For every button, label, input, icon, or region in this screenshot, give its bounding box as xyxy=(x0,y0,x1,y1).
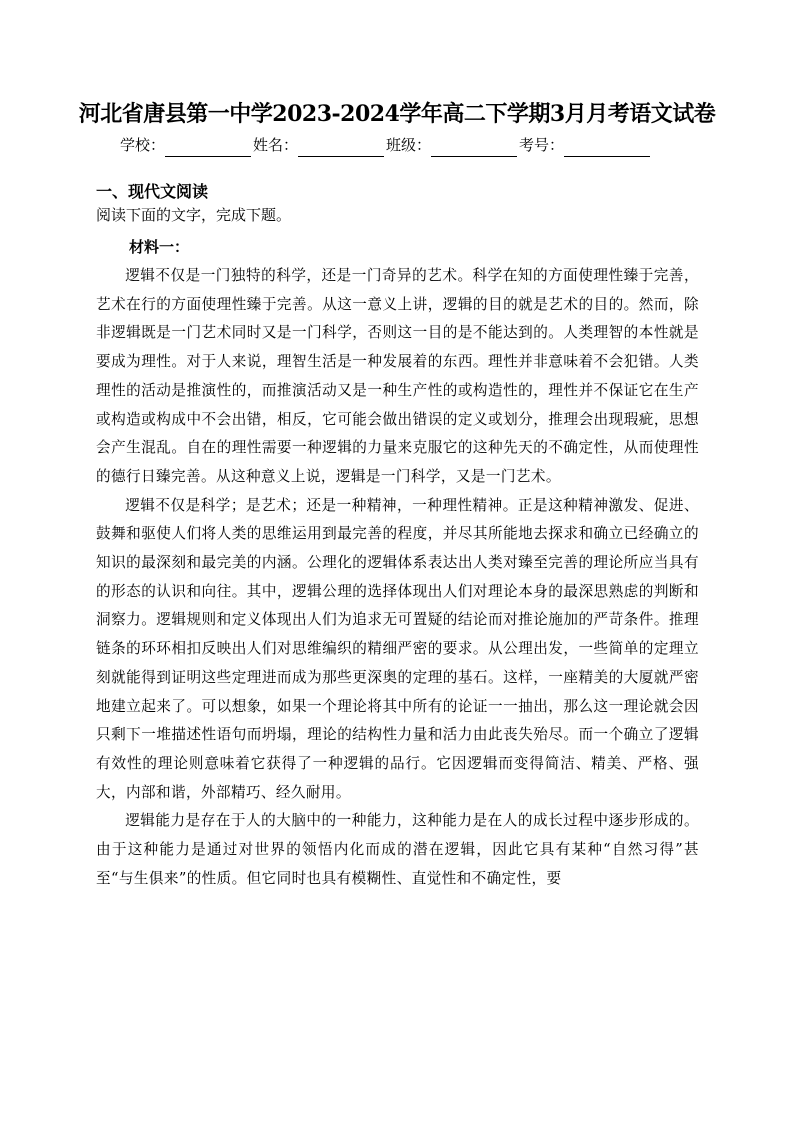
section-heading: 一、现代文阅读 xyxy=(96,182,209,201)
student-info-line xyxy=(120,133,680,157)
exam-number-label: 考号： xyxy=(519,136,565,154)
passage-paragraph: 逻辑不仅是一门独特的科学，还是一门奇异的艺术。科学在知的方面使理性臻于完善，艺术在行的方面使理性臻于完善。从这一意义上讲，逻辑的目的就是艺术的目的。然而，除非逻辑既是一门艺术同时又是一门科学，否则这一目的是不能达到的。人类理智的本性就是要成为理性。对于人来说，理智生活是一种发展着的东西。理性并非意味着不会犯错。人类理性的活动是推演性的，而推演活动又是一种生产性的或构造性的，理性并不保证它在生产或构造或构成中不会出错，相反，它可能会做出错误的定义或划分，推理会出现瑕疵，思想会产生混乱。自在的理性需要一种逻辑的力量来克服它的这种先天的不确定性，从而使理性的德行日臻完善。从这种意义上说，逻辑是一门科学，又是一门艺术。 xyxy=(96,267,699,485)
class-label: 班级： xyxy=(386,136,432,154)
reading-passage xyxy=(96,262,699,893)
school-blank xyxy=(165,139,251,157)
class-blank xyxy=(431,139,517,157)
exam-number-blank xyxy=(564,139,650,157)
reading-instruction: 阅读下面的文字，完成下题。 xyxy=(96,206,292,224)
exam-title: 河北省唐县第一中学2023-2024学年高二下学期3月月考语文试卷 xyxy=(78,101,716,127)
passage-paragraph: 逻辑能力是存在于人的大脑中的一种能力，这种能力是在人的成长过程中逐步形成的。由于这种能力是通过对世界的领悟内化而成的潜在逻辑，因此它具有某种“自然习得”甚至“与生俱来”的性质。但它同时也具有模糊性、直觉性和不确定性，要 xyxy=(96,812,699,887)
name-blank xyxy=(298,139,384,157)
material-label: 材料一： xyxy=(129,238,190,256)
name-label: 姓名： xyxy=(253,136,299,154)
school-label: 学校： xyxy=(120,136,166,154)
passage-paragraph: 逻辑不仅是科学；是艺术；还是一种精神，一种理性精神。正是这种精神激发、促进、鼓舞和驱使人们将人类的思维运用到最完善的程度，并尽其所能地去探求和确立已经确立的知识的最深刻和最完美的内涵。公理化的逻辑体系表达出人类对臻至完善的理论所应当具有的形态的认识和向往。其中，逻辑公理的选择体现出人们对理论本身的最深思熟虑的判断和洞察力。逻辑规则和定义体现出人们为追求无可置疑的结论而对推论施加的严苛条件。推理链条的环环相扣反映出人们对思维编织的精细严密的要求。从公理出发，一些简单的定理立刻就能得到证明这些定理进而成为那些更深奥的定理的基石。这样，一座精美的大厦就严密地建立起来了。可以想象，如果一个理论将其中所有的论证一一抽出，那么这一理论就会因只剩下一堆描述性语句而坍塌，理论的结构性力量和活力由此丧失殆尽。而一个确立了逻辑有效性的理论则意味着它获得了一种逻辑的品行。它因逻辑而变得简洁、精美、严格、强大，内部和谐，外部精巧、经久耐用。 xyxy=(96,496,699,801)
